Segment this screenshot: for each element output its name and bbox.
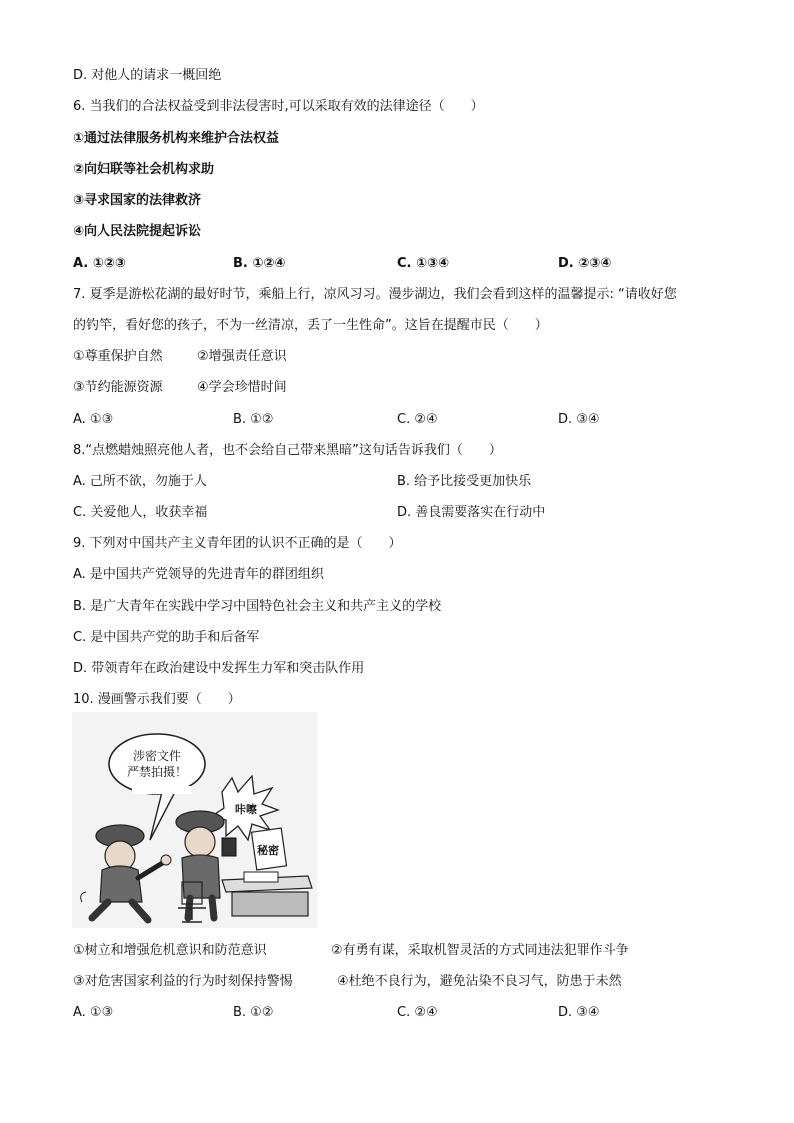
q6-option-c: C. ①③④ bbox=[397, 256, 450, 271]
q7-item-4: ④学会珍惜时间 bbox=[197, 380, 287, 395]
q6-item-2: ②向妇联等社会机构求助 bbox=[73, 162, 215, 177]
q8-option-c: C. 关爱他人，收获幸福 bbox=[73, 505, 208, 520]
q10-stem: 10. 漫画警示我们要（ ） bbox=[73, 692, 241, 707]
q6-item-4: ④向人民法院提起诉讼 bbox=[73, 224, 202, 239]
q9-option-a: A. 是中国共产党领导的先进青年的群团组织 bbox=[73, 567, 324, 582]
secret-document bbox=[252, 828, 287, 870]
q7-stem-line1: 7. 夏季是游松花湖的最好时节，乘船上行，凉风习习。漫步湖边，我们会看到这样的温馨提示: “请收好您 bbox=[73, 287, 677, 302]
q9-option-b: B. 是广大青年在实践中学习中国特色社会主义和共产主义的学校 bbox=[73, 599, 442, 614]
q10-option-c: C. ②④ bbox=[397, 1005, 438, 1020]
q10-item-3: ③对危害国家利益的行为时刻保持警惕 bbox=[73, 974, 293, 989]
sound-text: 咔嚓 bbox=[235, 803, 257, 816]
q10-item-2: ②有勇有谋，采取机智灵活的方式同违法犯罪作斗争 bbox=[331, 943, 629, 958]
q7-item-1: ①尊重保护自然 bbox=[73, 349, 163, 364]
q10-item-4: ④杜绝不良行为，避免沾染不良习气，防患于未然 bbox=[337, 974, 622, 989]
cartoon-image bbox=[72, 712, 317, 928]
q10-option-d: D. ③④ bbox=[558, 1005, 600, 1020]
bubble-text-1: 涉密文件 bbox=[132, 749, 182, 763]
q7-option-d: D. ③④ bbox=[558, 412, 600, 427]
q7-item-2: ②增强责任意识 bbox=[197, 349, 287, 364]
q6-option-b: B. ①②④ bbox=[233, 256, 286, 271]
q7-option-b: B. ①② bbox=[233, 412, 274, 427]
q7-option-a: A. ①③ bbox=[73, 412, 114, 427]
q7-item-3: ③节约能源资源 bbox=[73, 380, 163, 395]
q6-option-d: D. ②③④ bbox=[558, 256, 612, 271]
q9-option-c: C. 是中国共产党的助手和后备军 bbox=[73, 630, 260, 645]
q9-option-d: D. 带领青年在政治建设中发挥生力军和突击队作用 bbox=[73, 661, 365, 676]
q8-stem: 8.“点燃蜡烛照亮他人者，也不会给自己带来黑暗”这句话告诉我们（ ） bbox=[73, 443, 502, 458]
q5-option-d: D. 对他人的请求一概回绝 bbox=[73, 68, 222, 83]
q7-stem-line2: 的钓竿，看好您的孩子，不为一丝清凉，丢了一生性命”。这旨在提醒市民（ ） bbox=[73, 318, 548, 333]
q10-option-a: A. ①③ bbox=[73, 1005, 114, 1020]
q7-option-c: C. ②④ bbox=[397, 412, 438, 427]
q10-option-b: B. ①② bbox=[233, 1005, 274, 1020]
q9-stem: 9. 下列对中国共产主义青年团的认识不正确的是（ ） bbox=[73, 536, 402, 551]
q8-option-b: B. 给予比接受更加快乐 bbox=[397, 474, 532, 489]
q6-item-1: ①通过法律服务机构来维护合法权益 bbox=[73, 131, 280, 146]
q8-option-a: A. 己所不欲，勿施于人 bbox=[73, 474, 207, 489]
q10-item-1: ①树立和增强危机意识和防范意识 bbox=[73, 943, 267, 958]
document-text: 秘密 bbox=[257, 844, 279, 857]
bubble-text-2: 严禁拍摄！ bbox=[126, 765, 188, 779]
q6-item-3: ③寻求国家的法律救济 bbox=[73, 193, 202, 208]
q6-option-a: A. ①②③ bbox=[73, 256, 126, 271]
q8-option-d: D. 善良需要落实在行动中 bbox=[397, 505, 546, 520]
q6-stem: 6. 当我们的合法权益受到非法侵害时,可以采取有效的法律途径（ ） bbox=[73, 99, 484, 114]
